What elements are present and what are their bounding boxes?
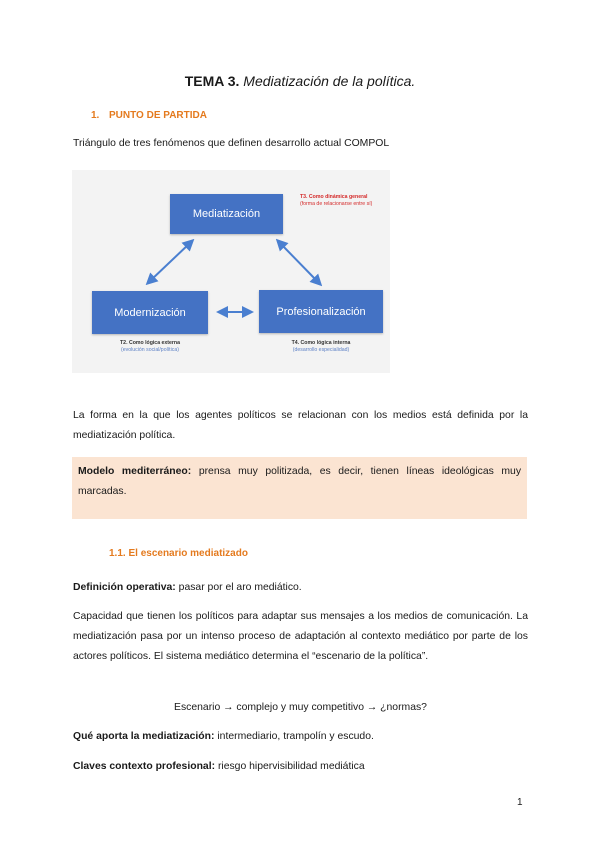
arrow-top-right [280, 243, 318, 282]
keys-line [73, 757, 528, 777]
intro-paragraph: Triángulo de tres fenómenos que definen desarrollo actual COMPOL [73, 138, 390, 149]
profesionalizacion-box: Profesionalización [259, 290, 383, 333]
title-number: TEMA 3. [184, 73, 240, 89]
t2-annotation [92, 340, 208, 354]
triangle-diagram [72, 170, 390, 373]
t4-note: (desarrollo especialidad) [292, 347, 350, 353]
contribution-label: Qué aporta la mediatización: [73, 731, 215, 742]
subsection-heading [109, 548, 248, 559]
subsection-title: El escenario mediatizado [128, 548, 248, 559]
t4-annotation [259, 340, 383, 354]
t3-label: T3. Como dinámica general [300, 194, 368, 200]
keys-text: riesgo hipervisibilidad mediática [217, 761, 365, 772]
definition-text: pasar por el aro mediático. [178, 582, 302, 593]
callout-text: prensa muy politizada, es decir, tienen líneas ideológicas muy marcadas. [78, 466, 522, 497]
contribution-text: intermediario, trampolín y escudo. [217, 731, 374, 742]
mediatization-paragraph: La forma en la que los agentes políticos se relacionan con los medios está definida por la mediatización política. [73, 410, 528, 441]
contribution-line [73, 727, 528, 747]
callout-label: Modelo mediterráneo: [78, 466, 192, 477]
modernizacion-box: Modernización [92, 291, 208, 334]
section-title: PUNTO DE PARTIDA [109, 110, 207, 121]
mediatizacion-box: Mediatización [170, 194, 283, 234]
subsection-number: 1.1. [109, 548, 126, 559]
scenario-line: Escenario → complejo y muy competitivo → ¿normas? [174, 702, 427, 713]
section-heading [91, 110, 207, 121]
section-number: 1. [91, 110, 100, 121]
arrow-top-left [150, 243, 190, 281]
keys-label: Claves contexto profesional: [73, 761, 216, 772]
page-number: 1 [517, 797, 523, 808]
capacity-paragraph: Capacidad que tienen los políticos para adaptar sus mensajes a los medios de comunicación. La mediatización pasa por un intenso proceso de adaptación al contexto mediático por parte de los actores políticos. El sistema mediático determina el “escenario de la política”. [73, 611, 528, 662]
t3-annotation [300, 194, 380, 208]
page-title [0, 73, 600, 89]
t4-label: T4. Como lógica interna [291, 340, 351, 346]
t3-note: (forma de relacionarse entre sí) [300, 201, 373, 207]
mediterranean-model-callout [72, 457, 527, 519]
t2-note: (evolución social/política) [121, 347, 179, 353]
title-text: Mediatización de la política. [243, 73, 416, 89]
definition-label: Definición operativa: [73, 582, 176, 593]
definition-line [73, 578, 528, 598]
t2-label: T2. Como lógica externa [120, 340, 180, 346]
